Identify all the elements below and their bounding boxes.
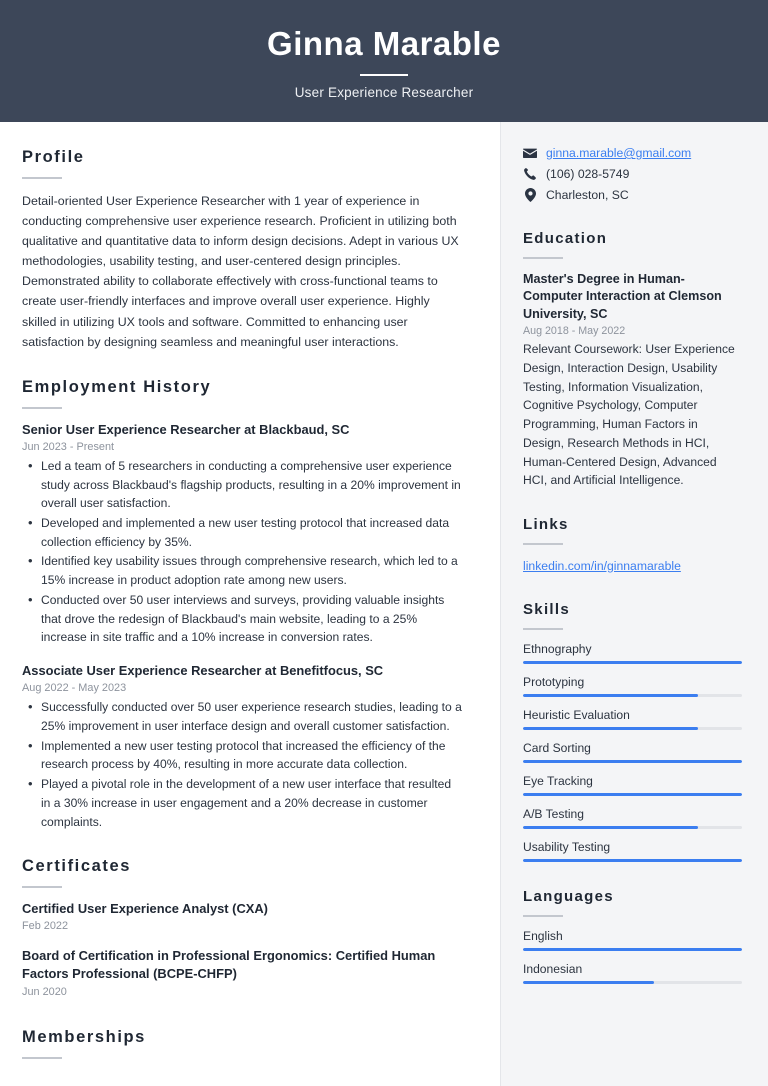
job-bullet: • Led a team of 5 researchers in conducting a comprehensive user experience study across Blackbaud's flagship products, resulting in a 20% improvement in overall user satisfaction. <box>24 457 462 513</box>
certificate-title: Board of Certification in Professional Ergonomics: Certified Human Factors Professional (BCPE-CHFP) <box>22 948 436 982</box>
certificate-date: Jun 2020 <box>22 985 67 998</box>
job-bullet: • Successfully conducted over 50 user experience research studies, leading to a 25% improvement in user interface design and overall customer satisfaction. <box>24 698 462 735</box>
job-title: Senior User Experience Researcher at Blackbaud, SC <box>22 421 350 437</box>
skill-label: Usability Testing <box>523 840 611 854</box>
skill-item <box>523 807 742 829</box>
job-date: Aug 2022 - May 2023 <box>22 682 127 695</box>
skill-label: Eye Tracking <box>523 774 593 788</box>
links-heading: Links <box>523 516 569 533</box>
header-divider <box>360 74 408 76</box>
contact-row-location <box>523 188 742 202</box>
link-linkedin[interactable]: linkedin.com/in/ginnamarable <box>523 559 681 573</box>
phone-icon <box>523 168 537 181</box>
employment-entry <box>22 421 462 647</box>
certificate-entry <box>22 900 462 932</box>
skill-label: Prototyping <box>523 675 585 689</box>
section-employment-history <box>22 378 462 832</box>
skill-bar-track <box>523 793 742 796</box>
skill-bar-fill <box>523 694 698 697</box>
job-bullet: • Conducted over 50 user interviews and surveys, providing valuable insights that drove the redesign of Blackbaud's main website, leading to a 25% increase in site traffic and a 10% increase in conversion rates. <box>24 591 462 647</box>
job-title: Associate User Experience Researcher at Benefitfocus, SC <box>22 663 384 679</box>
language-bar-fill <box>523 981 654 984</box>
contact-list <box>523 146 742 202</box>
employment-heading: Employment History <box>22 377 212 396</box>
candidate-name: Ginna Marable <box>267 25 501 63</box>
skill-item <box>523 675 742 697</box>
section-memberships <box>22 1028 462 1059</box>
language-item <box>523 962 742 984</box>
certificates-heading: Certificates <box>22 857 132 876</box>
certificates-divider <box>22 886 62 888</box>
skill-bar-fill <box>523 661 742 664</box>
skill-label: A/B Testing <box>523 807 584 821</box>
contact-phone-text: (106) 028-5749 <box>546 167 630 181</box>
contact-email-link[interactable]: ginna.marable@gmail.com <box>546 146 692 160</box>
memberships-divider <box>22 1057 62 1059</box>
skill-item <box>523 642 742 664</box>
education-title: Master's Degree in Human-Computer Interaction at Clemson University, SC <box>523 272 722 321</box>
section-profile <box>22 148 462 352</box>
skills-heading: Skills <box>523 601 570 618</box>
employment-divider <box>22 407 62 409</box>
employment-entry <box>22 662 462 831</box>
skill-bar-track <box>523 727 742 730</box>
job-bullet: • Implemented a new user testing protocol that increased the efficiency of the research process by 40%, resulting in more accurate data collection. <box>24 737 462 774</box>
job-bullet: • Identified key usability issues through comprehensive research, which led to a 15% increase in product adoption rate among new users. <box>24 552 462 589</box>
contact-row-email <box>523 146 742 160</box>
language-label: Indonesian <box>523 962 583 976</box>
profile-text: Detail-oriented User Experience Researcher with 1 year of experience in conducting comprehensive user experience research. Proficient in utilizing both qualitative and quantitative data to inform design decisions. Adept in various UX methodologies, usability testing, and user-centered design principles. Demonstrated ability to collaborate effectively with cross-functional teams to create user-friendly interfaces and improve overall user experience. Highly skilled in utilizing UX tools and software. Committed to enhancing user satisfaction by designing seamless and meaningful user interactions. <box>22 194 459 349</box>
job-date: Jun 2023 - Present <box>22 440 115 453</box>
certificate-entry <box>22 947 462 997</box>
main-column <box>0 122 500 1086</box>
skill-label: Card Sorting <box>523 741 591 755</box>
skill-bar-fill <box>523 793 742 796</box>
contact-location-text: Charleston, SC <box>546 188 629 202</box>
section-education <box>523 230 742 490</box>
sidebar-column <box>500 122 768 1086</box>
skill-item <box>523 774 742 796</box>
language-bar-fill <box>523 948 742 951</box>
job-bullet: • Developed and implemented a new user testing protocol that increased data collection efficiency by 35%. <box>24 514 462 551</box>
certificate-date: Feb 2022 <box>22 920 69 933</box>
section-certificates <box>22 857 462 997</box>
skill-item <box>523 708 742 730</box>
language-label: English <box>523 929 563 943</box>
skill-label: Ethnography <box>523 642 592 656</box>
profile-divider <box>22 177 62 179</box>
skill-bar-fill <box>523 859 742 862</box>
skill-bar-fill <box>523 727 698 730</box>
education-entry <box>523 271 742 490</box>
education-heading: Education <box>523 230 608 247</box>
resume-body <box>0 122 768 1086</box>
links-list <box>523 557 742 575</box>
skill-item <box>523 741 742 763</box>
education-description: Relevant Coursework: User Experience Design, Interaction Design, Usability Testing, Information Visualization, Cognitive Psychology, Computer Programming, Human Factors in Design, Research Methods in HCI, Human-Centered Design, Advanced HCI, and Artificial Intelligence. <box>523 342 735 488</box>
skill-bar-track <box>523 661 742 664</box>
language-bar-track <box>523 948 742 951</box>
skills-divider <box>523 628 563 630</box>
skill-bar-track <box>523 859 742 862</box>
envelope-icon <box>523 148 537 159</box>
job-bullets <box>24 457 462 647</box>
language-bar-track <box>523 981 742 984</box>
skill-bar-track <box>523 826 742 829</box>
languages-divider <box>523 915 563 917</box>
skill-bar-track <box>523 694 742 697</box>
links-divider <box>523 543 563 545</box>
language-item <box>523 929 742 951</box>
languages-heading: Languages <box>523 888 614 905</box>
memberships-heading: Memberships <box>22 1027 146 1046</box>
job-bullet: • Played a pivotal role in the development of a new user interface that resulted in a 30% increase in user engagement and a 20% decrease in customer complaints. <box>24 775 462 831</box>
section-languages <box>523 888 742 984</box>
candidate-job-title: User Experience Researcher <box>294 84 474 100</box>
education-date: Aug 2018 - May 2022 <box>523 325 626 338</box>
location-pin-icon <box>523 188 537 202</box>
job-bullets <box>24 698 462 831</box>
skill-bar-fill <box>523 826 698 829</box>
profile-heading: Profile <box>22 148 85 166</box>
resume-header <box>0 0 768 122</box>
certificate-title: Certified User Experience Analyst (CXA) <box>22 901 268 917</box>
skill-item <box>523 840 742 862</box>
contact-row-phone <box>523 167 742 181</box>
skill-label: Heuristic Evaluation <box>523 708 630 722</box>
section-skills <box>523 601 742 862</box>
skill-bar-fill <box>523 760 742 763</box>
skill-bar-track <box>523 760 742 763</box>
section-links <box>523 516 742 575</box>
education-divider <box>523 257 563 259</box>
